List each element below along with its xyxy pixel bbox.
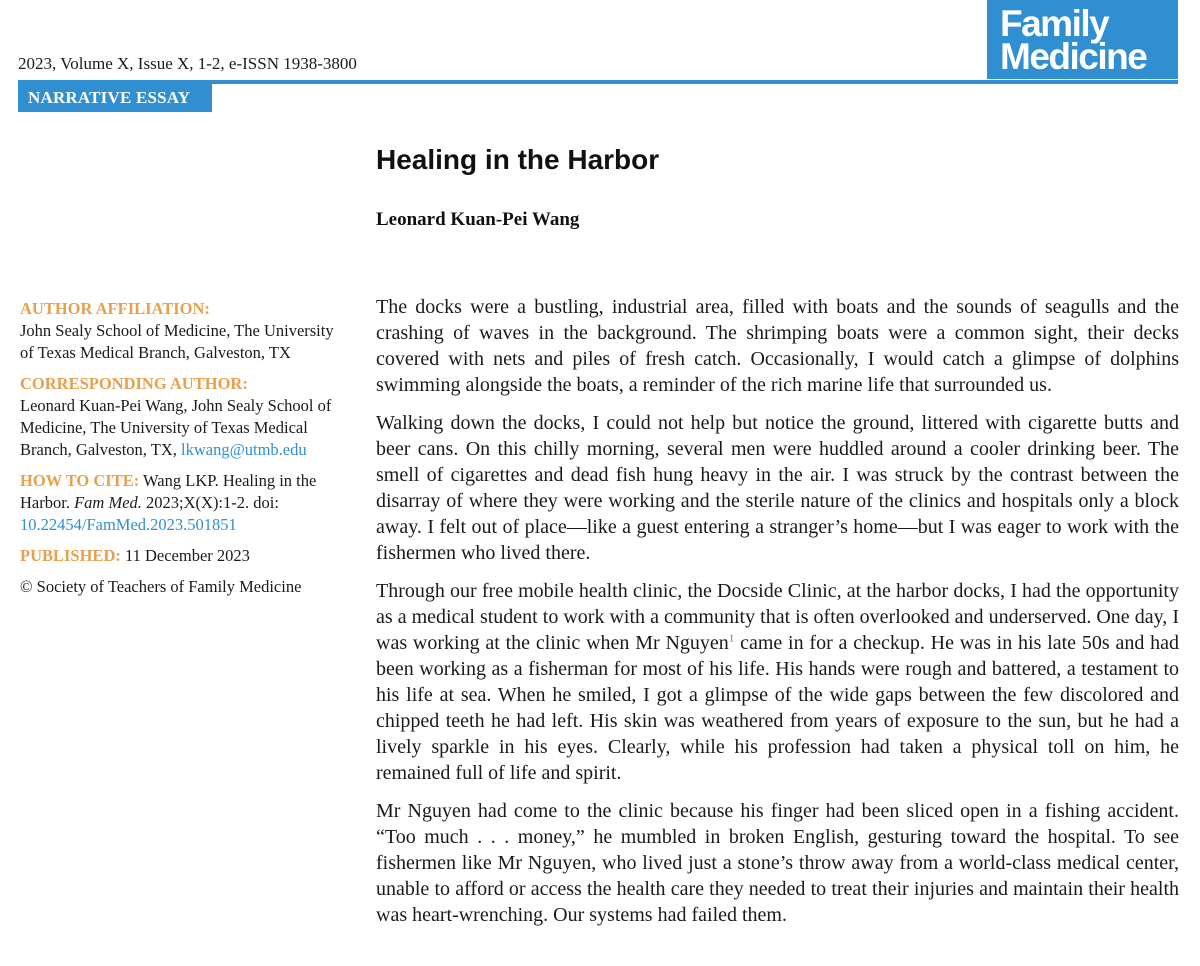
logo-line-medicine: Medicine <box>1000 36 1147 77</box>
cite-label: HOW TO CITE: <box>20 471 140 490</box>
cite-part-2: 2023;X(X):1-2. doi: <box>146 493 279 512</box>
body-paragraph-1: The docks were a bustling, industrial area, filled with boats and the sounds of seagulls and the crashing of waves in the background. The shrimping boats were a common sight, their decks covered with nets and piles of fresh catch. Occasionally, I would catch a glimpse of dolphins swimming alongside the boats, a reminder of the rich marine life that surrounded us. <box>376 296 1179 396</box>
corresponding-name: Leonard Kuan-Pei Wang, John Sealy School of Medicine, The University of Texas Medical Branch, Galveston, TX, <box>20 396 332 459</box>
affiliation-label: AUTHOR AFFILIATION: <box>20 299 210 318</box>
cite-journal: Fam Med. <box>74 493 142 512</box>
paragraph-3-part-2: came in for a checkup. He was in his late 50s and had been working as a fisherman for most of his life. His hands were rough and battered, a testament to his life at sea. When he smiled, I got a glimpse of the wide gaps between the few discolored and chipped teeth he had left. His skin was weathered from years of exposure to the sun, but he had a lively sparkle in his eyes. Clearly, while his profession had taken a physical toll on him, he remained full of life and spirit. <box>376 632 1180 784</box>
cite-block <box>20 470 336 536</box>
cite-text <box>20 470 336 536</box>
corresponding-label: CORRESPONDING AUTHOR: <box>20 374 248 393</box>
affiliation-text: John Sealy School of Medicine, The University of Texas Medical Branch, Galveston, TX <box>20 321 334 362</box>
article-sidebar <box>20 298 336 607</box>
copyright-text: © Society of Teachers of Family Medicine <box>20 577 302 596</box>
doi-link[interactable]: 10.22454/FamMed.2023.501851 <box>20 515 237 534</box>
copyright-block <box>20 576 336 598</box>
article-author: Leonard Kuan-Pei Wang <box>376 209 580 230</box>
citation-line: 2023, Volume X, Issue X, 1-2, e-ISSN 1938-3800 <box>18 54 357 73</box>
paragraph-3-part-1: Through our free mobile health clinic, the Docside Clinic, at the harbor docks, I had the opportunity as a medical student to work with a community that is often overlooked and underserved. One day, I was working at the clinic when Mr Nguyen <box>376 580 1179 654</box>
affiliation-block <box>20 298 336 364</box>
journal-logo <box>987 0 1178 79</box>
corresponding-text <box>20 395 336 461</box>
article-title: Healing in the Harbor <box>376 144 660 175</box>
published-label: PUBLISHED: <box>20 546 121 565</box>
footnote-ref-1[interactable]: 1 <box>728 632 735 645</box>
published-block <box>20 545 336 567</box>
cite-part-1: Wang LKP. Healing in the Harbor. <box>20 471 317 512</box>
section-tag: NARRATIVE ESSAY <box>18 84 212 112</box>
body-paragraph-3 <box>376 578 1179 786</box>
published-date: 11 December 2023 <box>124 546 250 565</box>
corresponding-block <box>20 373 336 461</box>
body-paragraph-2: Walking down the docks, I could not help but notice the ground, littered with cigarette butts and beer cans. On this chilly morning, several men were huddled around a cooler drinking beer. The smell of cigarettes and dead fish hung heavy in the air. I was struck by the contrast between the disarray of where they were working and the sterile nature of the clinics and hospitals only a block away. I felt out of place—like a guest entering a stranger’s home—but I was eager to work with the fishermen who lived there. <box>376 412 1179 564</box>
corresponding-email-link[interactable]: lkwang@utmb.edu <box>181 440 307 459</box>
logo-line-family: Family <box>1000 3 1109 44</box>
body-paragraph-4: Mr Nguyen had come to the clinic because his finger had been sliced open in a fishing accident. “Too much . . . money,” he mumbled in broken English, gesturing toward the hospital. To see fishermen like Mr Nguyen, who lived just a stone’s throw away from a world-class medical center, unable to afford or access the health care they needed to treat their injuries and maintain their health was heart-wrenching. Our systems had failed them. <box>376 800 1179 926</box>
published-text <box>20 545 336 567</box>
article-body <box>376 294 1179 940</box>
